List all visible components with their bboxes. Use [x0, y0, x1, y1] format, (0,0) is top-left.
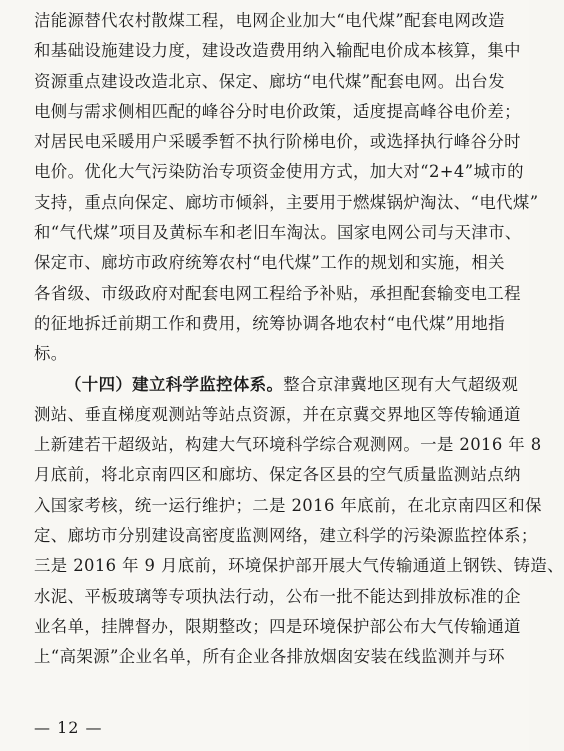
text-line: 洁能源替代农村散煤工程，电网企业加大“电代煤”配套电网改造: [34, 11, 505, 30]
text-line: 测站、垂直梯度观测站等站点资源，并在京冀交界地区等传输通道: [34, 404, 521, 424]
text-line: 和基础设施建设力度，建设改造费用纳入输配电价成本核算，集中: [34, 41, 521, 61]
text-line: 标。: [34, 344, 68, 364]
text-line: 对居民电采暖用户采暖季暂不执行阶梯电价，或选择执行峰谷分时: [34, 132, 521, 152]
section-heading: （十四）建立科学监控体系。: [65, 374, 284, 394]
body-text: [34, 6, 564, 673]
text-line: 入国家考核，统一运行维护；二是 2016 年底前，在北京南四区和保: [34, 495, 542, 515]
text-line: 支持，重点向保定、廊坊市倾斜，主要用于燃煤锅炉淘汰、“电代煤”: [34, 192, 539, 212]
text-line: 上“高架源”企业名单，所有企业各排放烟囱安装在线监测并与环: [34, 647, 505, 667]
text-line: 水泥、平板玻璃等专项执法行动，公布一批不能达到排放标准的企: [34, 586, 521, 606]
text-line: 资源重点建设改造北京、保定、廊坊“电代煤”配套电网。出台发: [34, 71, 505, 91]
text-line: 上新建若干超级站，构建大气环境科学综合观测网。一是 2016 年 8: [34, 435, 542, 455]
section-text: 整合京津冀地区现有大气超级观: [283, 374, 519, 394]
text-line: 定、廊坊市分别建设高密度监测网络，建立科学的污染源监控体系；: [34, 526, 538, 546]
text-line: 业名单，挂牌督办，限期整改；四是环境保护部公布大气传输通道: [34, 616, 521, 636]
text-line: 和“气代煤”项目及黄标车和老旧车淘汰。国家电网公司与天津市、: [34, 223, 522, 243]
text-line: 电价。优化大气污染防治专项资金使用方式，加大对“2+4”城市的: [34, 162, 524, 182]
page-number: — 12 —: [34, 718, 103, 737]
text-line: 的征地拆迁前期工作和费用，统筹协调各地农村“电代煤”用地指: [34, 313, 505, 333]
text-line: 月底前，将北京南四区和廊坊、保定各区县的空气质量监测站点纳: [34, 465, 521, 485]
text-line: 三是 2016 年 9 月底前，环境保护部开展大气传输通道上钢铁、铸造、: [34, 556, 564, 576]
text-line: 各省级、市级政府对配套电网工程给予补贴，承担配套输变电工程: [34, 283, 521, 303]
text-line: 保定市、廊坊市政府统筹农村“电代煤”工作的规划和实施，相关: [34, 253, 505, 273]
text-line: 电侧与需求侧相匹配的峰谷分时电价政策，适度提高峰谷电价差；: [34, 101, 521, 121]
section-14-first-line: [34, 370, 519, 400]
